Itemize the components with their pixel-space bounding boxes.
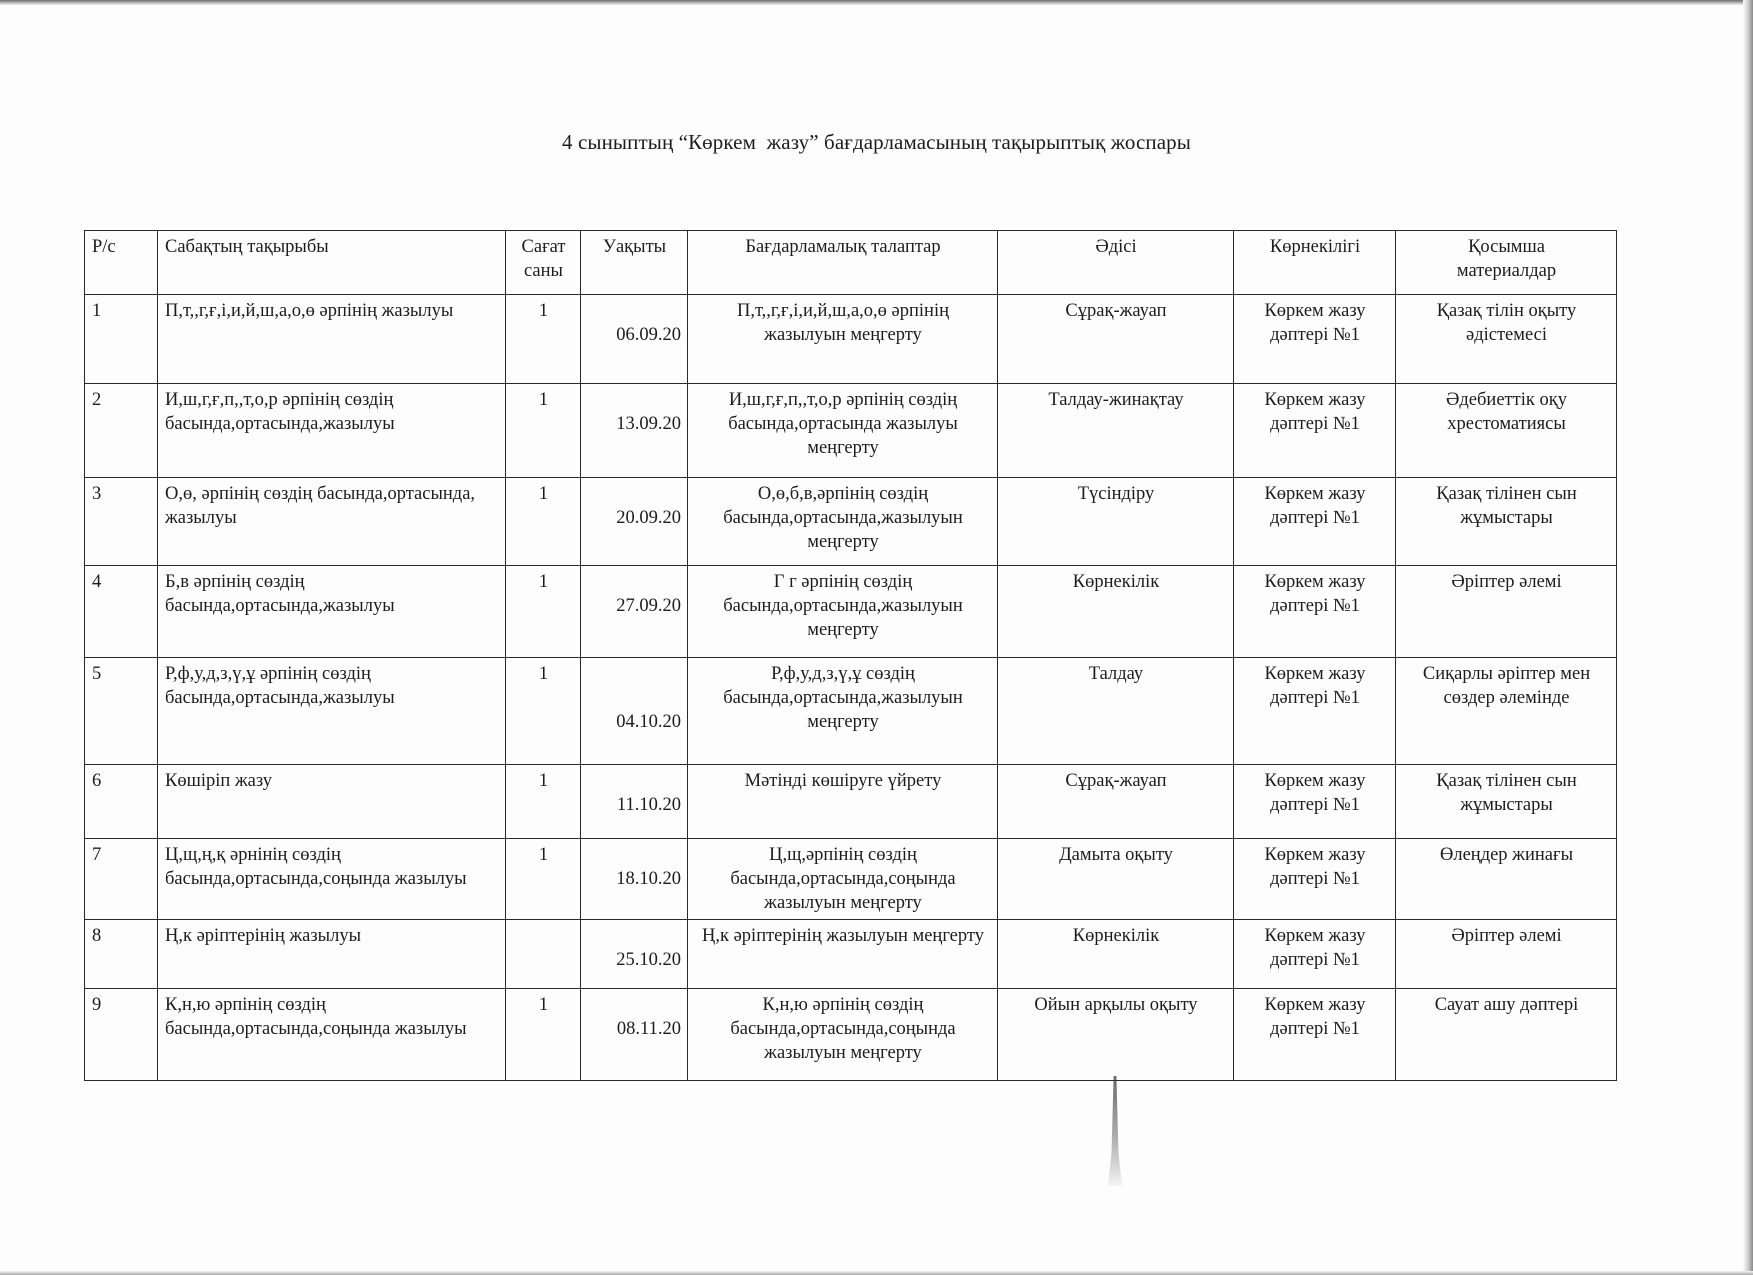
cell-visual: Көркем жазу дәптері №1 xyxy=(1234,839,1396,920)
header-hours-line2: саны xyxy=(524,261,563,281)
cell-hours: 1 xyxy=(506,295,581,384)
cell-num: 6 xyxy=(85,765,158,839)
header-num: Р/с xyxy=(85,231,158,295)
cell-date xyxy=(581,384,688,478)
scan-smudge-mark xyxy=(1108,1076,1122,1186)
cell-topic: Көшіріп жазу xyxy=(158,765,506,839)
cell-date xyxy=(581,658,688,765)
cell-topic: О,ө, әрпінің сөздің басында,ортасында, жазылуы xyxy=(158,478,506,566)
cell-date xyxy=(581,295,688,384)
cell-method: Талдау xyxy=(998,658,1234,765)
cell-num: 3 xyxy=(85,478,158,566)
scan-right-edge xyxy=(1743,0,1753,1275)
cell-topic: Б,в әрпінің сөздің басында,ортасында,жазылуы xyxy=(158,566,506,658)
table-row xyxy=(85,839,1617,920)
cell-num: 9 xyxy=(85,989,158,1081)
cell-requirements: Ң,к әріптерінің жазылуын меңгерту xyxy=(688,920,998,989)
thematic-plan-table xyxy=(84,230,1617,1081)
cell-method: Көрнекілік xyxy=(998,566,1234,658)
cell-requirements: Р,ф,у,д,з,ү,ұ сөздің басында,ортасында,жазылуын меңгерту xyxy=(688,658,998,765)
cell-hours: 1 xyxy=(506,478,581,566)
header-requirements: Бағдарламалық талаптар xyxy=(688,231,998,295)
date-value: 25.10.20 xyxy=(616,950,681,970)
date-value: 08.11.20 xyxy=(616,1019,681,1039)
cell-visual: Көркем жазу дәптері №1 xyxy=(1234,658,1396,765)
cell-requirements: Ц,щ,әрпінің сөздің басында,ортасында,соңында жазылуын меңгерту xyxy=(688,839,998,920)
cell-extra: Әдебиеттік оқу хрестоматиясы xyxy=(1396,384,1617,478)
date-value: 11.10.20 xyxy=(616,795,681,815)
cell-num: 2 xyxy=(85,384,158,478)
header-hours xyxy=(506,231,581,295)
cell-visual: Көркем жазу дәптері №1 xyxy=(1234,295,1396,384)
cell-visual: Көркем жазу дәптері №1 xyxy=(1234,920,1396,989)
date-value: 27.09.20 xyxy=(616,596,681,616)
cell-requirements: И,ш,г,ғ,п,,т,о,р әрпінің сөздің басында,ортасында жазылуы меңгерту xyxy=(688,384,998,478)
header-hours-line1: Сағат xyxy=(521,237,566,257)
cell-hours: 1 xyxy=(506,384,581,478)
cell-hours: 1 xyxy=(506,839,581,920)
header-extra xyxy=(1396,231,1617,295)
cell-num: 4 xyxy=(85,566,158,658)
cell-visual: Көркем жазу дәптері №1 xyxy=(1234,989,1396,1081)
cell-date xyxy=(581,989,688,1081)
table-row xyxy=(85,295,1617,384)
date-value: 18.10.20 xyxy=(616,869,681,889)
cell-requirements: К,н,ю әрпінің сөздің басында,ортасында,соңында жазылуын меңгерту xyxy=(688,989,998,1081)
table-row xyxy=(85,765,1617,839)
table-row xyxy=(85,384,1617,478)
cell-method: Дамыта оқыту xyxy=(998,839,1234,920)
table-row xyxy=(85,920,1617,989)
scan-top-edge xyxy=(0,0,1753,5)
cell-date xyxy=(581,566,688,658)
cell-date xyxy=(581,765,688,839)
header-extra-line1: Қосымша xyxy=(1468,237,1545,257)
cell-requirements: Мәтінді көшіруге үйрету xyxy=(688,765,998,839)
cell-requirements: П,т,,г,ғ,і,и,й,ш,а,о,ө әрпінің жазылуын меңгерту xyxy=(688,295,998,384)
header-visual: Көрнекілігі xyxy=(1234,231,1396,295)
cell-method: Сұрақ-жауап xyxy=(998,295,1234,384)
cell-date xyxy=(581,920,688,989)
date-value: 06.09.20 xyxy=(616,325,681,345)
cell-topic: Ц,щ,ң,қ әрнінің сөздің басында,ортасында,соңында жазылуы xyxy=(158,839,506,920)
cell-visual: Көркем жазу дәптері №1 xyxy=(1234,384,1396,478)
cell-date xyxy=(581,478,688,566)
cell-topic: Ң,к әріптерінің жазылуы xyxy=(158,920,506,989)
cell-method: Түсіндіру xyxy=(998,478,1234,566)
cell-method: Көрнекілік xyxy=(998,920,1234,989)
date-value: 04.10.20 xyxy=(616,712,681,732)
cell-method: Талдау-жинақтау xyxy=(998,384,1234,478)
table-row xyxy=(85,989,1617,1081)
scan-bottom-edge xyxy=(0,1271,1753,1275)
cell-num: 1 xyxy=(85,295,158,384)
cell-extra: Қазақ тілінен сын жұмыстары xyxy=(1396,765,1617,839)
cell-topic: К,н,ю әрпінің сөздің басында,ортасында,соңында жазылуы xyxy=(158,989,506,1081)
cell-date xyxy=(581,839,688,920)
cell-extra: Сиқарлы әріптер мен сөздер әлемінде xyxy=(1396,658,1617,765)
cell-topic: И,ш,г,ғ,п,,т,о,р әрпінің сөздің басында,ортасында,жазылуы xyxy=(158,384,506,478)
cell-num: 8 xyxy=(85,920,158,989)
cell-visual: Көркем жазу дәптері №1 xyxy=(1234,566,1396,658)
header-topic: Сабақтың тақырыбы xyxy=(158,231,506,295)
cell-visual: Көркем жазу дәптері №1 xyxy=(1234,765,1396,839)
cell-extra: Әріптер әлемі xyxy=(1396,566,1617,658)
cell-requirements: Г г әрпінің сөздің басында,ортасында,жазылуын меңгерту xyxy=(688,566,998,658)
cell-hours: 1 xyxy=(506,765,581,839)
header-method: Әдісі xyxy=(998,231,1234,295)
page-title: 4 сыныптың “Көркем жазу” бағдарламасының тақырыптық жоспары xyxy=(562,130,1191,154)
cell-topic: Р,ф,у,д,з,ү,ұ әрпінің сөздің басында,ортасында,жазылуы xyxy=(158,658,506,765)
cell-num: 7 xyxy=(85,839,158,920)
cell-visual: Көркем жазу дәптері №1 xyxy=(1234,478,1396,566)
cell-requirements: О,ө,б,в,әрпінің сөздің басында,ортасында,жазылуын меңгерту xyxy=(688,478,998,566)
header-extra-line2: материалдар xyxy=(1456,261,1557,281)
table-row xyxy=(85,658,1617,765)
cell-hours xyxy=(506,920,581,989)
cell-topic: П,т,,г,ғ,і,и,й,ш,а,о,ө әрпінің жазылуы xyxy=(158,295,506,384)
header-date: Уақыты xyxy=(581,231,688,295)
cell-method: Ойын арқылы оқыту xyxy=(998,989,1234,1081)
cell-num: 5 xyxy=(85,658,158,765)
cell-extra: Қазақ тілінен сын жұмыстары xyxy=(1396,478,1617,566)
date-value: 20.09.20 xyxy=(616,508,681,528)
cell-extra: Қазақ тілін оқыту әдістемесі xyxy=(1396,295,1617,384)
date-value: 13.09.20 xyxy=(616,414,681,434)
cell-extra: Сауат ашу дәптері xyxy=(1396,989,1617,1081)
cell-method: Сұрақ-жауап xyxy=(998,765,1234,839)
table-row xyxy=(85,566,1617,658)
cell-hours: 1 xyxy=(506,989,581,1081)
table-header-row xyxy=(85,231,1617,295)
table-row xyxy=(85,478,1617,566)
cell-hours: 1 xyxy=(506,566,581,658)
cell-hours: 1 xyxy=(506,658,581,765)
cell-extra: Әріптер әлемі xyxy=(1396,920,1617,989)
cell-extra: Өлеңдер жинағы xyxy=(1396,839,1617,920)
